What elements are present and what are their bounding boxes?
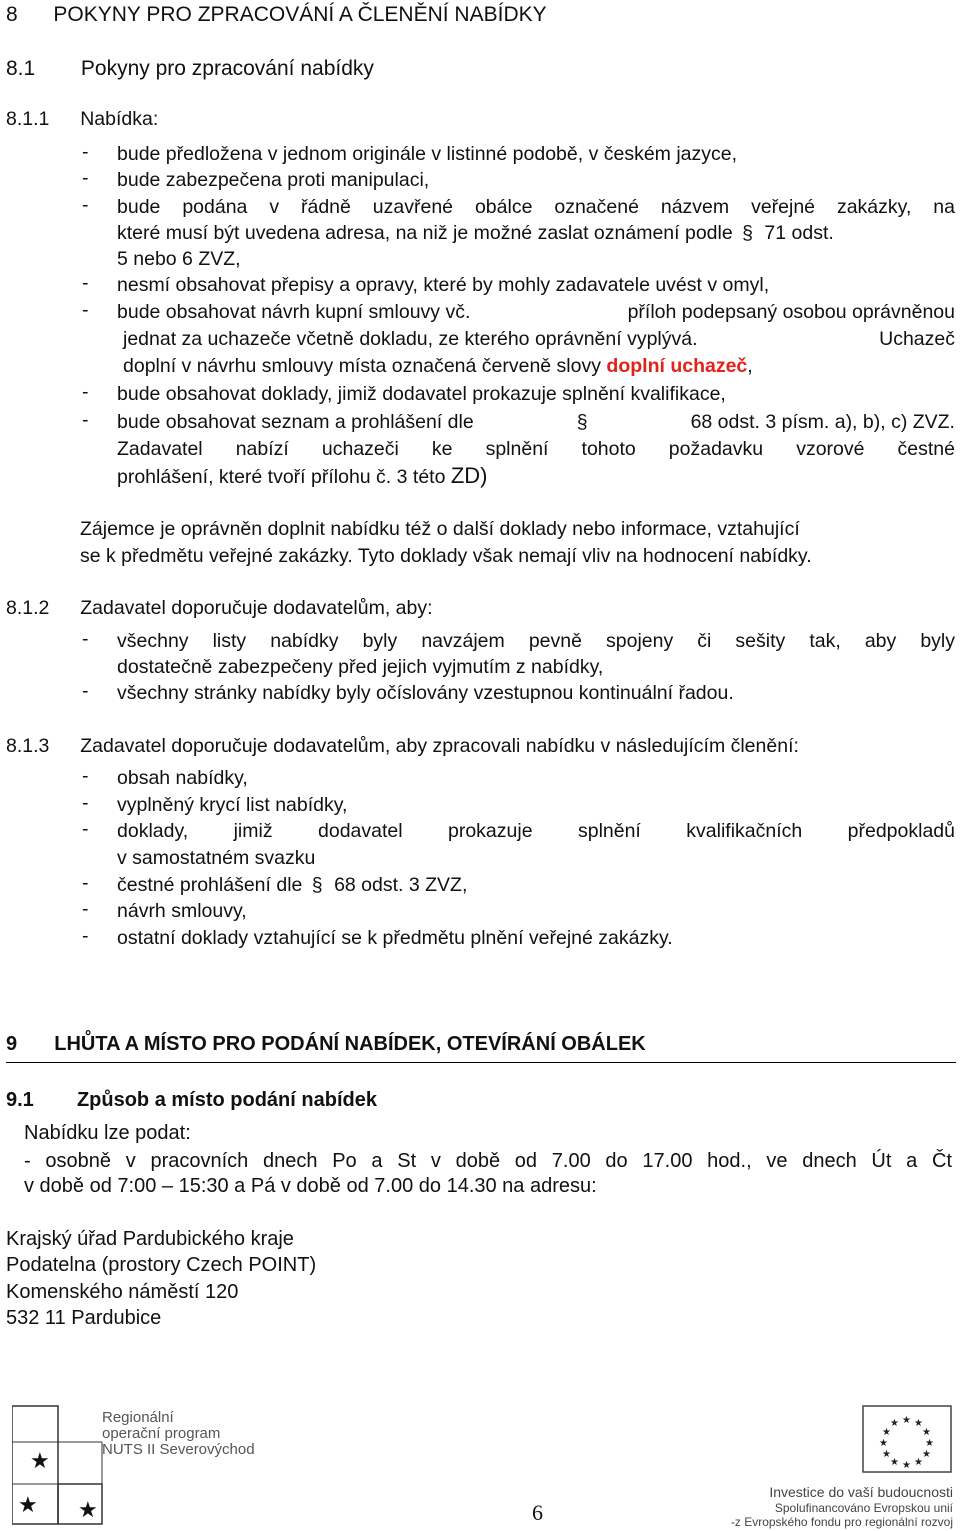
- list-item: bude předložena v jednom originále v listinné podobě, v českém jazyce,: [117, 143, 738, 165]
- clause-8-1-3-title: Zadavatel doporučuje dodavatelům, aby zpracovali nabídku v následujícím členění:: [80, 735, 799, 757]
- list-item-text: prohlášení, které tvoří přílohu č. 3 této: [117, 466, 446, 488]
- clause-8-1-1-heading: [6, 106, 158, 132]
- list-item-text: ,: [747, 355, 753, 377]
- bullet-dash: -: [82, 381, 89, 403]
- list-item: všechny stránky nabídky byly očíslovány vzestupnou kontinuální řadou.: [117, 682, 734, 704]
- bullet-dash: -: [82, 272, 89, 294]
- list-item-text: 68 odst. 3 ZVZ,: [334, 874, 468, 896]
- svg-text:★: ★: [925, 1438, 934, 1449]
- bullet-dash: -: [82, 898, 89, 920]
- highlight-red-text: doplní uchazeč: [606, 355, 748, 377]
- subsection-8-1-heading: [6, 57, 374, 81]
- list-item-text: ZD): [450, 463, 488, 488]
- rop-line: Regionální: [102, 1409, 174, 1426]
- svg-text:★: ★: [922, 1449, 931, 1460]
- clause-8-1-1-title: Nabídka:: [80, 108, 159, 130]
- section-8-heading: [6, 3, 547, 27]
- clause-8-1-2-heading: [6, 595, 433, 621]
- bullet-dash: -: [82, 925, 89, 947]
- svg-text:★: ★: [902, 1415, 911, 1426]
- list-item: bude podána v řádně uzavřené obálce označené názvem veřejné zakázky, na: [117, 196, 955, 218]
- list-item-text: bude obsahovat seznam a prohlášení dle: [117, 411, 474, 433]
- list-item-continuation: [123, 353, 960, 380]
- list-item: nesmí obsahovat přepisy a opravy, které by mohly zadavatele uvést v omyl,: [117, 274, 770, 296]
- subsection-8-1-number: 8.1: [6, 57, 36, 80]
- clause-8-1-2-title: Zadavatel doporučuje dodavatelům, aby:: [80, 597, 433, 619]
- clause-8-1-2-number: 8.1.2: [6, 597, 50, 619]
- list-item: [117, 299, 955, 326]
- rop-logo: [12, 1404, 255, 1526]
- bullet-dash: -: [82, 409, 89, 431]
- list-item-text: Uchazeč: [879, 328, 955, 350]
- eu-logo: [685, 1404, 955, 1529]
- eu-logo-text: [731, 1484, 953, 1529]
- clause-8-1-3-heading: [6, 733, 799, 759]
- list-item-text: čestné prohlášení dle: [117, 874, 303, 896]
- bullet-dash: -: [82, 141, 89, 163]
- list-item-text: bude obsahovat návrh kupní smlouvy vč.: [117, 301, 471, 323]
- section-9-title: LHŮTA A MÍSTO PRO PODÁNÍ NABÍDEK, OTEVÍRÁNÍ OBÁLEK: [54, 1033, 646, 1055]
- eu-line: Investice do vaší budoucnosti: [769, 1484, 953, 1500]
- list-item: obsah nabídky,: [117, 767, 248, 789]
- section-8-title: POKYNY PRO ZPRACOVÁNÍ A ČLENĚNÍ NABÍDKY: [53, 3, 547, 26]
- list-item-text: které musí být uvedena adresa, na niž je možné zaslat oznámení podle: [117, 222, 733, 244]
- rop-logo-text: [102, 1410, 255, 1458]
- address-line: Komenského náměstí 120: [6, 1281, 239, 1303]
- list-item-text: 68 odst. 3 písm. a), b), c) ZVZ.: [690, 411, 955, 433]
- clause-8-1-1-number: 8.1.1: [6, 108, 50, 130]
- subsection-9-1-number: 9.1: [6, 1089, 34, 1111]
- note-line: se k předmětu veřejné zakázky. Tyto doklady však nemají vliv na hodnocení nabídky.: [80, 545, 812, 567]
- list-item-continuation: v samostatném svazku: [117, 847, 316, 869]
- bullet-dash: -: [82, 765, 89, 787]
- list-item-continuation: 5 nebo 6 ZVZ,: [117, 248, 241, 270]
- subsection-9-1-heading: [6, 1089, 377, 1112]
- svg-text:★: ★: [882, 1427, 891, 1438]
- subsection-9-1-title: Způsob a místo podání nabídek: [76, 1089, 377, 1111]
- subsection-8-1-title: Pokyny pro zpracování nabídky: [80, 57, 374, 80]
- svg-text:★: ★: [914, 1457, 923, 1468]
- list-item-continuation: [117, 220, 955, 247]
- paragraph-sign: §: [576, 411, 588, 433]
- list-item: bude zabezpečena proti manipulaci,: [117, 169, 430, 191]
- rop-line: operační program: [102, 1425, 221, 1442]
- list-item: doklady, jimiž dodavatel prokazuje splnění kvalifikačních předpokladů: [117, 820, 955, 842]
- list-item: bude obsahovat doklady, jimiž dodavatel prokazuje splnění kvalifikace,: [117, 383, 726, 405]
- svg-text:★: ★: [890, 1418, 899, 1429]
- star-icon: ★: [78, 1498, 98, 1523]
- bullet-dash: -: [82, 792, 89, 814]
- list-item-text: 71 odst.: [764, 222, 834, 244]
- svg-text:★: ★: [914, 1418, 923, 1429]
- bullet-dash: -: [82, 818, 89, 840]
- list-item: [117, 409, 955, 436]
- address-line: Podatelna (prostory Czech POINT): [6, 1254, 317, 1276]
- svg-text:★: ★: [922, 1427, 931, 1438]
- submission-line: - osobně v pracovních dnech Po a St v době od 7.00 do 17.00 hod., ve dnech Út a Čt: [24, 1150, 952, 1172]
- bullet-dash: -: [82, 872, 89, 894]
- list-item: návrh smlouvy,: [117, 900, 247, 922]
- list-item: [117, 872, 955, 899]
- svg-text:★: ★: [890, 1457, 899, 1468]
- section-9-number: 9: [6, 1033, 18, 1055]
- submission-line: v době od 7:00 – 15:30 a Pá v době od 7.00 do 14.30 na adresu:: [24, 1175, 597, 1197]
- rop-line: NUTS II Severovýchod: [102, 1441, 255, 1458]
- list-item-continuation: [123, 326, 955, 353]
- section-divider: [6, 1062, 956, 1063]
- list-item-text: doplní v návrhu smlouvy místa označená červeně slovy: [123, 355, 601, 377]
- list-item-text: příloh podepsaný osobou oprávněnou: [627, 301, 955, 323]
- list-item-continuation: [117, 463, 955, 491]
- bullet-dash: -: [82, 194, 89, 216]
- star-icon: ★: [30, 1449, 50, 1474]
- section-9-heading: [6, 1033, 646, 1056]
- section-8-number: 8: [6, 3, 18, 26]
- submission-intro: Nabídku lze podat:: [24, 1122, 191, 1144]
- list-item: ostatní doklady vztahující se k předmětu plnění veřejné zakázky.: [117, 927, 673, 949]
- note-line: Zájemce je oprávněn doplnit nabídku též o další doklady nebo informace, vztahující: [80, 518, 800, 540]
- address-line: Krajský úřad Pardubického kraje: [6, 1228, 294, 1250]
- list-item-continuation: dostatečně zabezpečeny před jejich vyjmutím z nabídky,: [117, 656, 604, 678]
- svg-text:★: ★: [879, 1438, 888, 1449]
- eu-line: -z Evropského fondu pro regionální rozvoj: [730, 1515, 953, 1529]
- eu-line: Spolufinancováno Evropskou unií: [774, 1501, 953, 1515]
- bullet-dash: -: [82, 628, 89, 650]
- list-item: vyplněný krycí list nabídky,: [117, 794, 348, 816]
- list-item-continuation: Zadavatel nabízí uchazeči ke splnění tohoto požadavku vzorové čestné: [117, 438, 955, 460]
- address-line: 532 11 Pardubice: [6, 1307, 162, 1329]
- page-number: 6: [532, 1500, 543, 1525]
- paragraph-sign: §: [311, 874, 323, 896]
- bullet-dash: -: [82, 167, 89, 189]
- clause-8-1-3-number: 8.1.3: [6, 735, 50, 757]
- svg-text:★: ★: [902, 1460, 911, 1471]
- list-item: všechny listy nabídky byly navzájem pevně spojeny či sešity tak, aby byly: [117, 630, 955, 652]
- paragraph-sign: §: [742, 222, 753, 244]
- star-icon: ★: [18, 1493, 38, 1518]
- svg-text:★: ★: [882, 1449, 891, 1460]
- list-item-text: jednat za uchazeče včetně dokladu, ze kterého oprávnění vyplývá.: [123, 328, 698, 350]
- bullet-dash: -: [82, 299, 89, 321]
- bullet-dash: -: [82, 680, 89, 702]
